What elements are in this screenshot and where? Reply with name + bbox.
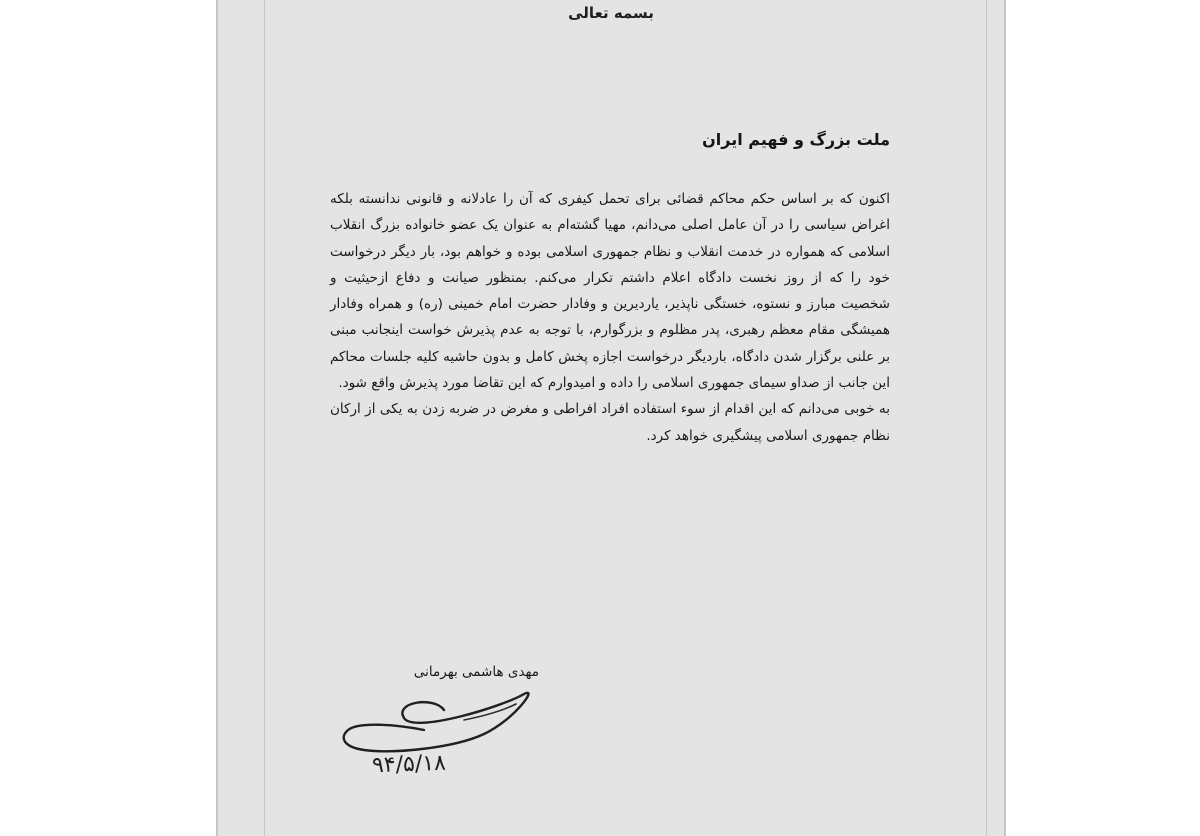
paper-fold-line [264,0,265,836]
signatory-name: مهدی هاشمی بهرمانی [413,664,539,680]
letter-paragraph: به خوبی می‌دانم که این اقدام از سوء استفاده افراد افراطی و مغرض در ضربه زدن به یکی از ارکان نظام جمهوری اسلامی پیشگیری خواهد کرد. [330,401,890,444]
letter-page [216,0,1006,836]
signature-date: ۹۴/۵/۱۸ [371,750,447,779]
letter-body [330,186,890,449]
left-margin [0,0,216,836]
letter-paragraph: اکنون که بر اساس حکم محاکم قضائی برای تحمل کیفری که آن را عادلانه و قانونی ندانسته بلکه اغراض سیاسی را در آن عامل اصلی می‌دانم، مهیا گشته‌ام به عنوان یک عضو خانواده بزرگ انقلاب اسلامی که همواره در خدمت انقلاب و نظام جمهوری اسلامی بوده و خواهم بود، بار دیگر درخواست خود را که از روز نخست دادگاه اعلام داشتم تکرار می‌کنم. بمنظور صیانت و دفاع ازحیثیت و شخصیت مبارز و نستوه، خستگی ناپذیر، یاردیرین و وفادار حضرت امام خمینی (ره) و همراه وفادار همیشگی مقام معظم رهبری، پدر مظلوم و بزرگوارم، با توجه به عدم پذیرش خواست اینجانب مبنی بر علنی برگزار شدن دادگاه، باردیگر درخواست اجازه پخش کامل و بدون حاشیه کلیه جلسات محاکم این جانب از صداو سیمای جمهوری اسلامی را داده و امیدوارم که این تقاضا مورد پذیرش واقع شود. [330,191,890,392]
right-margin [1006,0,1200,836]
letter-header: بسمه تعالی [568,4,654,22]
paper-fold-line [986,0,987,836]
signature-mark [334,680,534,760]
letter-salutation: ملت بزرگ و فهیم ایران [702,130,890,149]
